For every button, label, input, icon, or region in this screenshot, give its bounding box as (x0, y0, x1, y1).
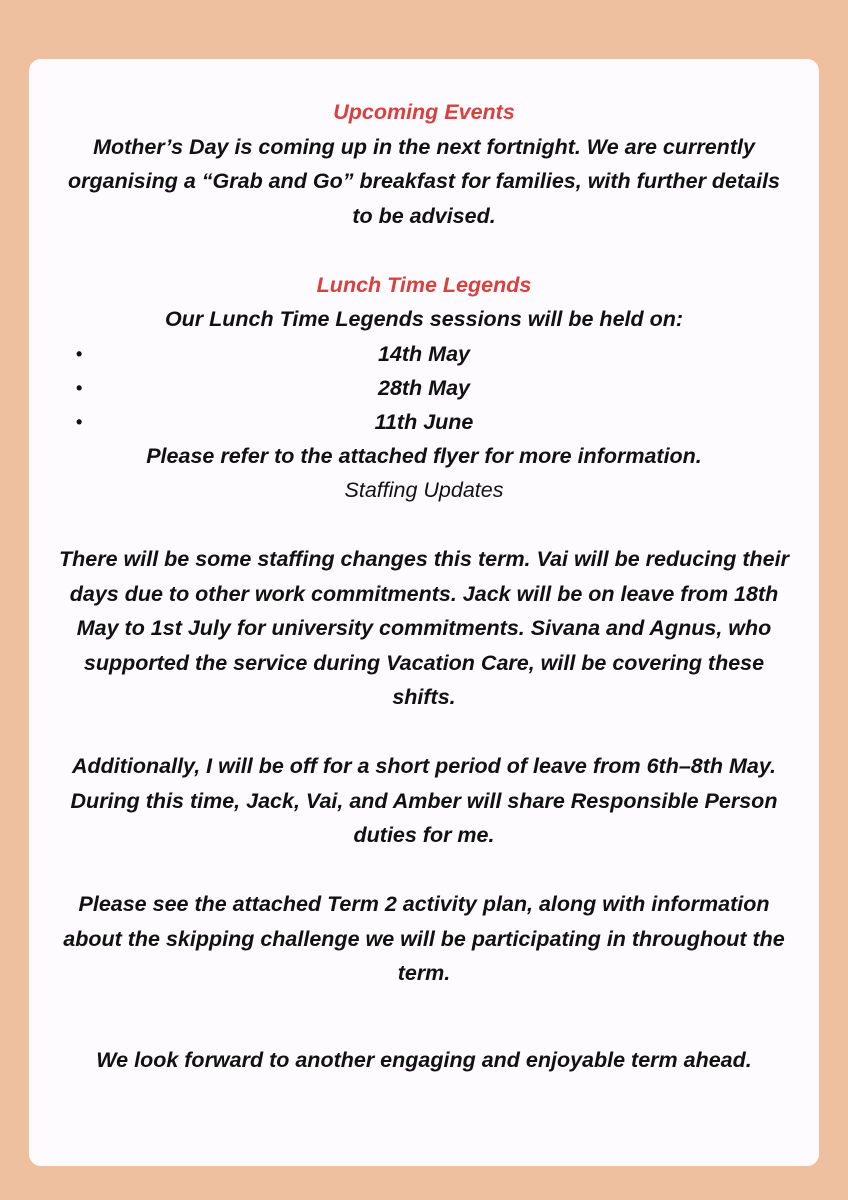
leave-text: Additionally, I will be off for a short period of leave from 6th–8th May. During this time, Jack, Vai, and Amber will share Responsible Person duties for me. (70, 754, 778, 847)
flyer-note: Please refer to the attached flyer for more information. (146, 443, 702, 468)
list-item (0, 337, 848, 371)
bullet-icon: • (76, 377, 83, 398)
bullet-icon: • (76, 411, 83, 432)
list-item (0, 405, 848, 439)
spacer (0, 508, 848, 543)
upcoming-events-heading: Upcoming Events (333, 100, 515, 124)
spacer (0, 233, 848, 268)
newsletter-content (0, 95, 848, 1077)
activity-plan-text: Please see the attached Term 2 activity plan, along with information about the skipping challenge we will be participating in throughout the term. (63, 892, 785, 985)
bullet-icon: • (76, 343, 83, 364)
lunch-time-legends-heading: Lunch Time Legends (316, 272, 532, 297)
session-dates-list (0, 337, 848, 439)
session-date: 11th June (374, 409, 474, 434)
session-date: 28th May (377, 375, 470, 400)
spacer (0, 715, 848, 750)
closing-text: We look forward to another engaging and enjoyable term ahead. (96, 1047, 752, 1072)
upcoming-events-text: Mother’s Day is coming up in the next fortnight. We are currently organising a “Grab and Go” breakfast for families, with further details to be advised. (67, 134, 781, 228)
staffing-updates-heading: Staffing Updates (344, 478, 504, 502)
lunch-sessions-intro: Our Lunch Time Legends sessions will be held on: (164, 307, 684, 331)
spacer (0, 991, 848, 1043)
staffing-changes-text: There will be some staffing changes this term. Vai will be reducing their days due to other work commitments. Jack will be on leave from 18th May to 1st July for university commitments. Sivana and Agnus, who supported the service during Vacation Care, will be covering these shifts. (59, 547, 789, 709)
spacer (0, 853, 848, 888)
session-date: 14th May (377, 341, 470, 366)
list-item (0, 371, 848, 405)
